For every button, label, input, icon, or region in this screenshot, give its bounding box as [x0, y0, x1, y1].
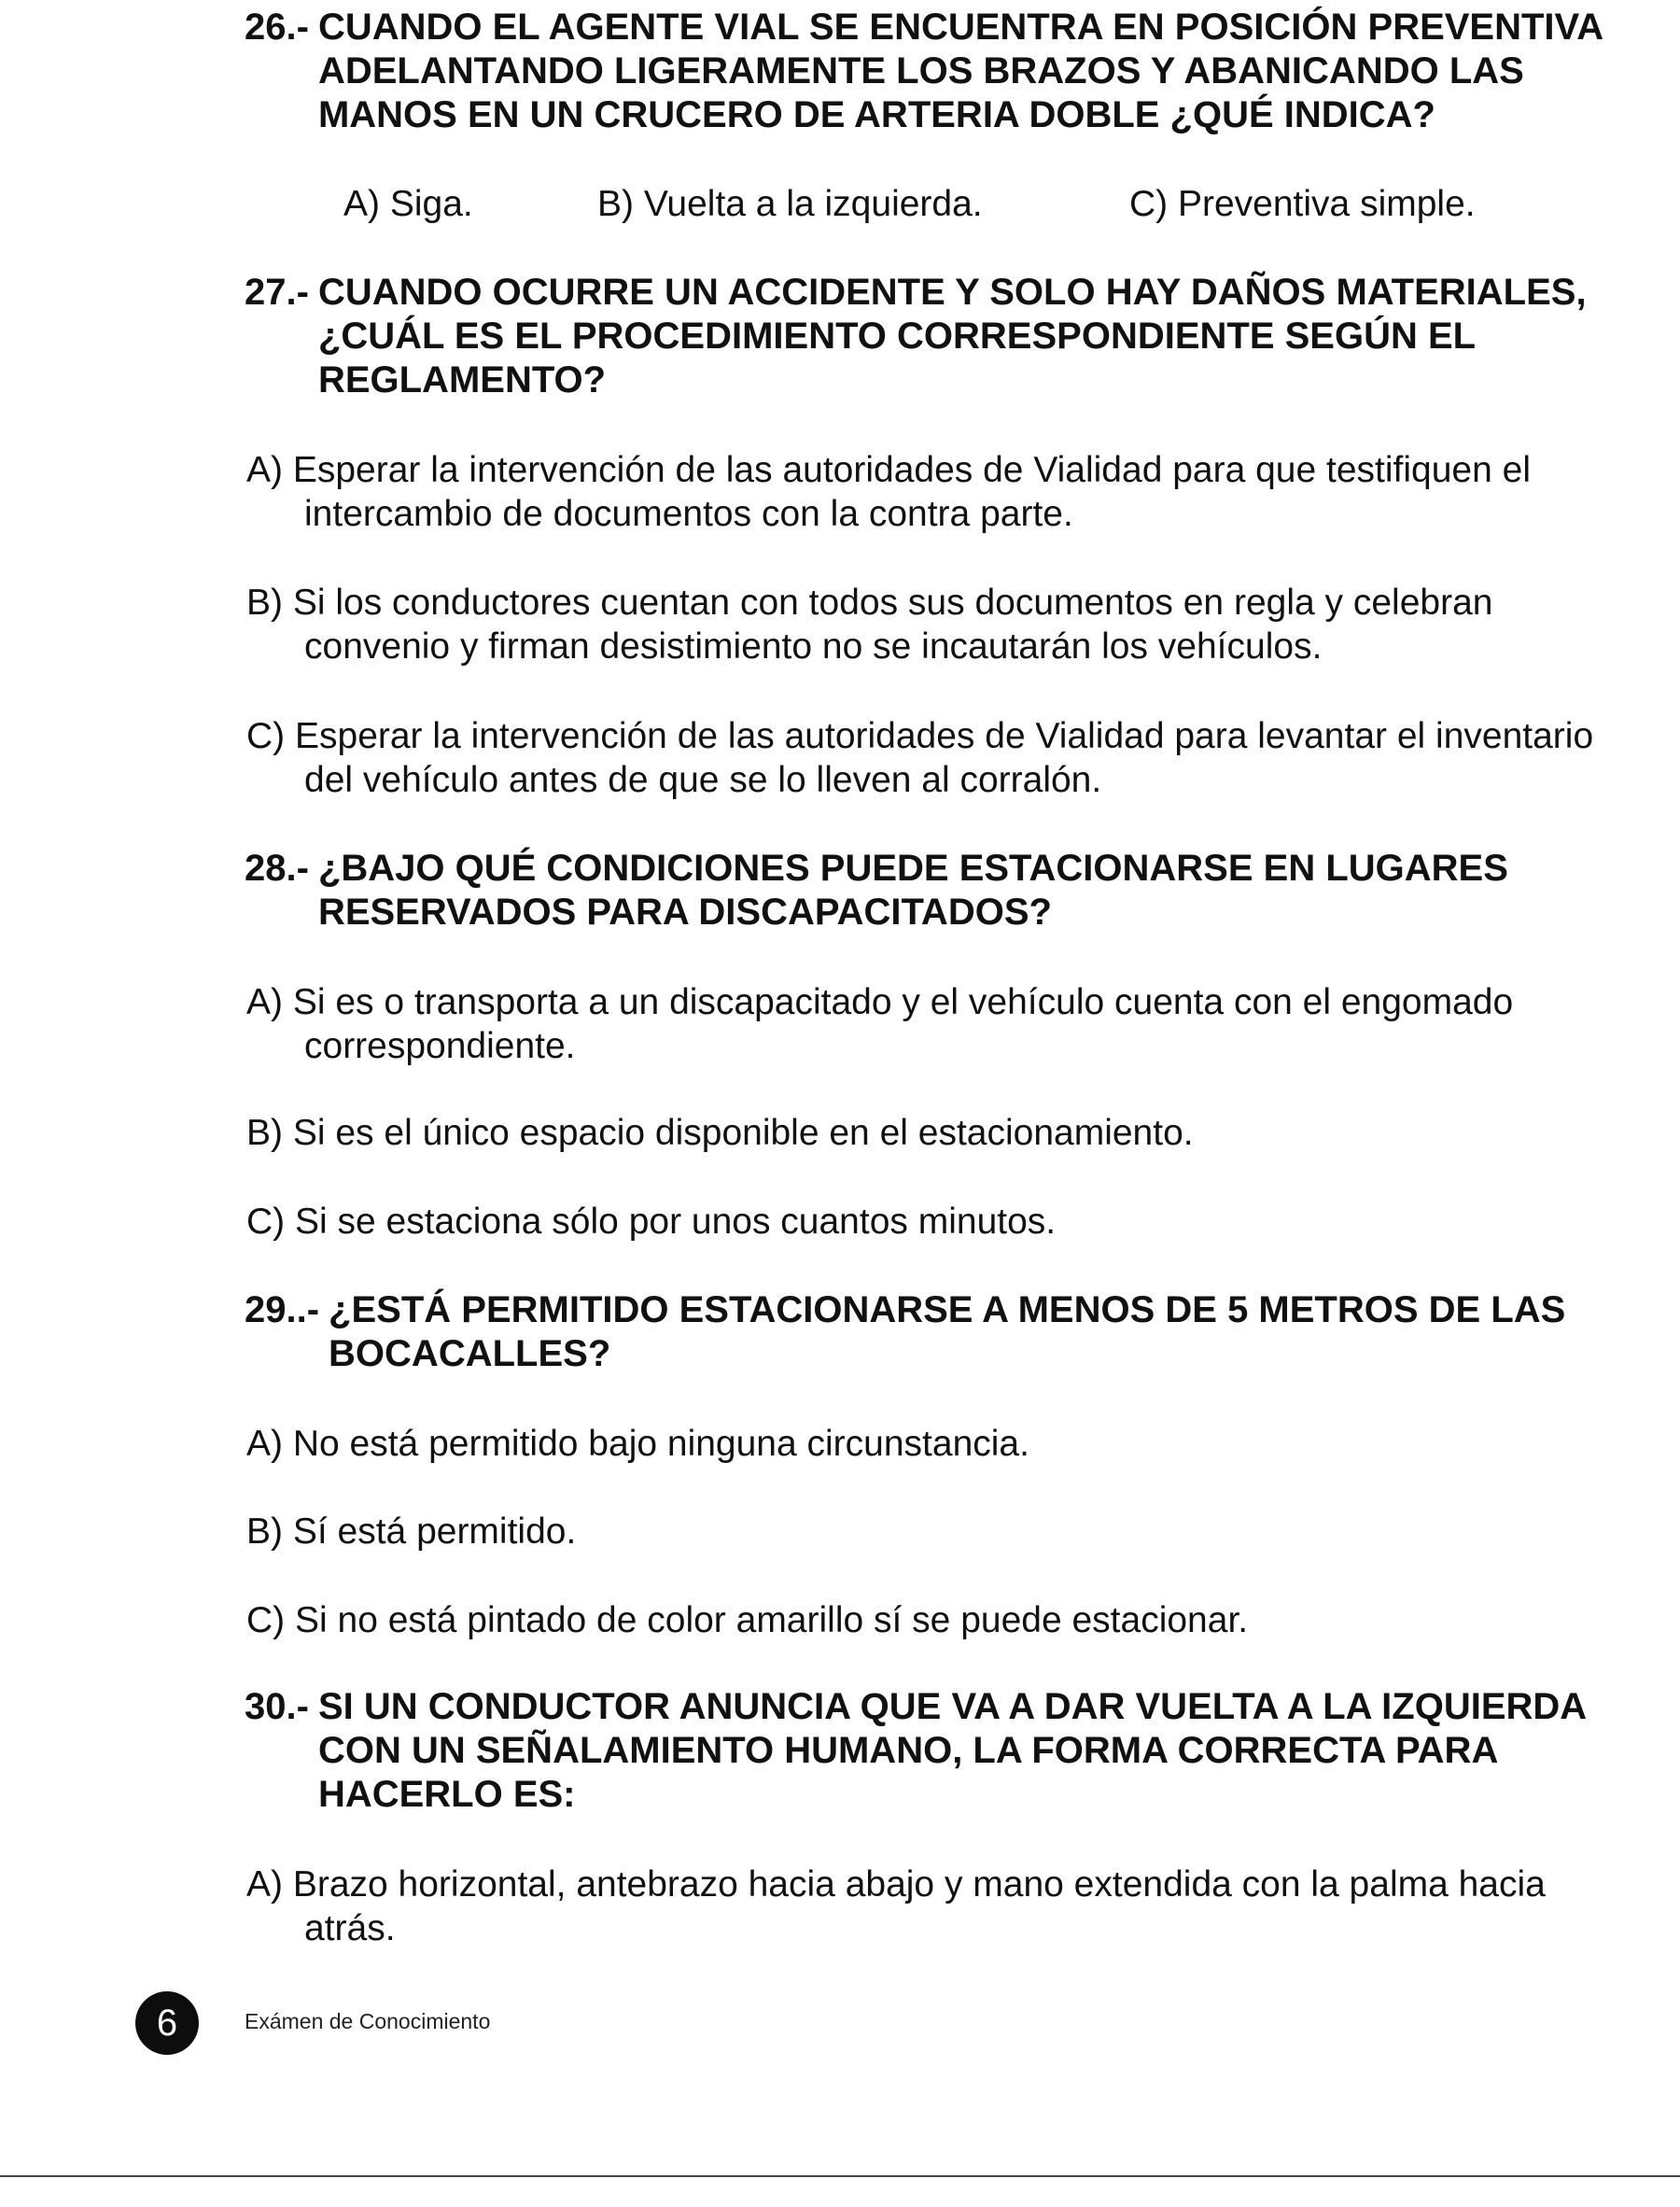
question-number: 29..- — [245, 1289, 320, 1330]
question-28 — [245, 847, 1668, 935]
question-text-line: ¿CUÁL ES EL PROCEDIMIENTO CORRESPONDIENTE SEGÚN EL — [317, 316, 1477, 357]
option-b: B) Si es el único espacio disponible en el estacionamiento. — [246, 1113, 1194, 1153]
question-text-line: ¿ESTÁ PERMITIDO ESTACIONARSE A MENOS DE 5 METROS DE LAS — [329, 1289, 1566, 1330]
option-b: B) Vuelta a la izquierda. — [597, 184, 983, 224]
option-a: A) Si es o transporta a un discapacitado y el vehículo cuenta con el engomado correspondiente. — [246, 982, 1514, 1066]
question-text-line: REGLAMENTO? — [317, 359, 607, 401]
question-text-line: CON UN SEÑALAMIENTO HUMANO, LA FORMA CORRECTA PARA — [317, 1730, 1499, 1771]
question-number: 27.- — [245, 272, 309, 313]
option-b: B) Sí está permitido. — [246, 1511, 577, 1552]
question-26 — [245, 6, 1668, 137]
question-30 — [245, 1685, 1668, 1817]
question-text-line: SI UN CONDUCTOR ANUNCIA QUE VA A DAR VUELTA A LA IZQUIERDA — [317, 1686, 1588, 1727]
question-text-line: ADELANTANDO LIGERAMENTE LOS BRAZOS Y ABANICANDO LAS — [317, 50, 1524, 91]
question-text-line: CUANDO OCURRE UN ACCIDENTE Y SOLO HAY DAÑOS MATERIALES, — [317, 272, 1587, 313]
question-text-line: RESERVADOS PARA DISCAPACITADOS? — [317, 892, 1052, 933]
option-c: C) Preventiva simple. — [1129, 184, 1476, 224]
option-a: A) No está permitido bajo ninguna circunstancia. — [246, 1424, 1029, 1464]
footer-title: Exámen de Conocimiento — [245, 2009, 491, 2033]
option-c: C) Si se estaciona sólo por unos cuantos minutos. — [246, 1202, 1057, 1242]
question-text-line: BOCACALLES? — [329, 1333, 611, 1374]
option-c: C) Esperar la intervención de las autoridades de Vialidad para levantar el inventario del vehículo antes de que se lo lleven al corralón. — [246, 716, 1594, 800]
option-a: A) Esperar la intervención de las autoridades de Vialidad para que testifiquen el intercambio de documentos con la contra parte. — [246, 450, 1531, 534]
question-text-line: ¿BAJO QUÉ CONDICIONES PUEDE ESTACIONARSE EN LUGARES — [317, 848, 1508, 889]
option-b: B) Si los conductores cuentan con todos sus documentos en regla y celebran convenio y firman desistimiento no se incautarán los vehículos. — [246, 583, 1493, 667]
option-a: A) Siga. — [343, 184, 473, 224]
question-number: 28.- — [245, 848, 309, 889]
question-text-line: HACERLO ES: — [317, 1774, 576, 1815]
question-29 — [245, 1288, 1668, 1376]
question-text-line: CUANDO EL AGENTE VIAL SE ENCUENTRA EN POSICIÓN PREVENTIVA — [317, 7, 1604, 48]
question-27 — [245, 271, 1668, 402]
option-c: C) Si no está pintado de color amarillo sí se puede estacionar. — [246, 1600, 1249, 1640]
option-a: A) Brazo horizontal, antebrazo hacia abajo y mano extendida con la palma hacia atrás. — [246, 1864, 1546, 1948]
bottom-divider — [0, 2175, 1680, 2177]
question-number: 26.- — [245, 7, 309, 48]
question-text-line: MANOS EN UN CRUCERO DE ARTERIA DOBLE ¿QUÉ INDICA? — [317, 94, 1435, 135]
question-number: 30.- — [245, 1686, 309, 1727]
page-number-badge: 6 — [135, 1991, 199, 2055]
